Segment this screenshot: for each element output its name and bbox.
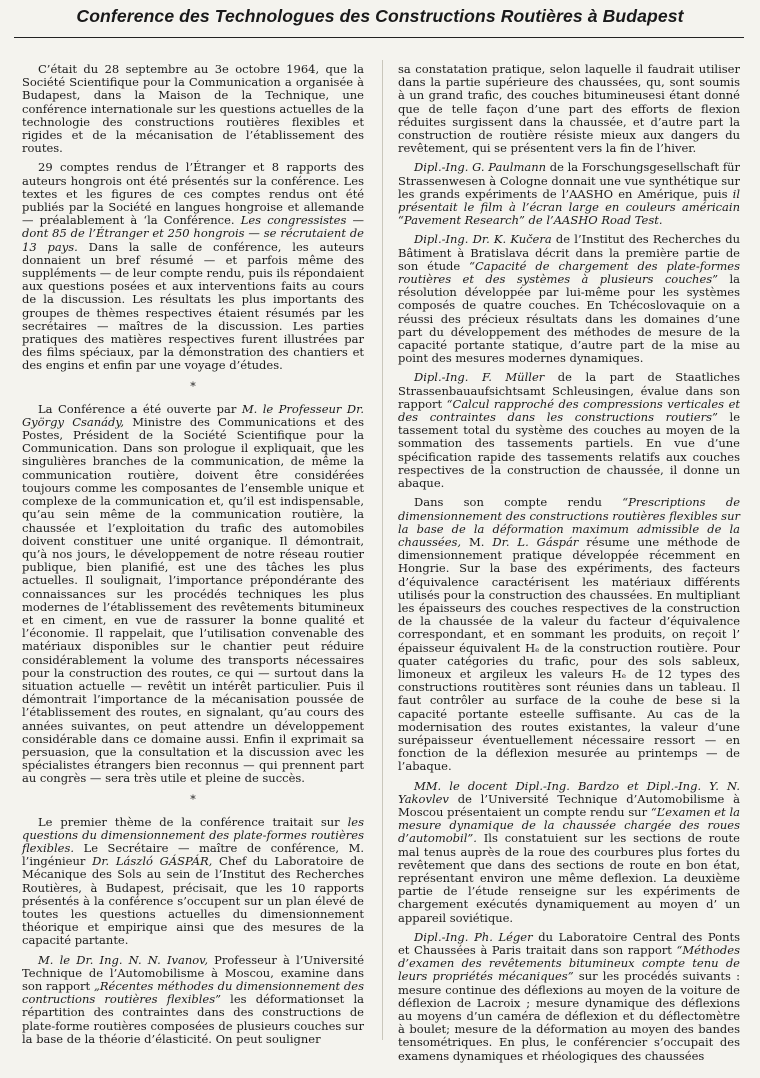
paragraph: sa constatation pratique, selon laquelle il faudrait utiliser dans la partie supérieure des chaussées, qu, sont soumis à un grand trafic, des couches bitumineusesi étant donné que de telle façon d’une part des efforts de flexion réduites surgissent dans la chaussée, et d’autre part la construction de routière résiste mieux aux dangers du revêtement, qui se présentent vers la fin de l’hiver. <box>398 62 740 156</box>
paragraph: Dipl.-Ing. Ph. Léger du Laboratoire Central des Ponts et Chaussées à Paris traitait dans son rapport “Méthodes d’examen des revêtements bitumineux compte tenu de leurs propriétés mécaniques” sur les procédés suivants : mesure continue des déflexions au moyen de la voiture de déflexion de Lacroix ; mesure dynamique des déflexions au moyens d’un caméra de déflexion et du déflectomètre à boulet; mesure de la déformation au moyen des bandes tensométriques. En plus, le conférencier s’occupait des examens dynamiques et rhéologiques des chaussées <box>398 929 741 1063</box>
column-divider <box>382 60 383 1040</box>
paragraph: 29 comptes rendus de l’Étranger et 8 rapports des auteurs hongrois ont été présentés sur la conférence. Les textes et les figures de ces comptes rendus ont été publiés par la Société en langues hongroise et allemande — préalablement à ‘la Conférence. Les congressistes — dont 85 de l’Étranger et 250 hongrois — se récrutaient de 13 pays. Dans la salle de conférence, les auteurs donnaient un bref résumé — et parfois même des suppléments — de leur compte rendu, puis ils répondaient aux questions posées et aux interventions faits au cours de la discussion. Les résultats les plus importants des groupes de thèmes respectives étaient résumés par les secrétaires — maîtres de la discussion. Les parties pratiques des matières respectives furent illustrées par des films spéciaux, par la démonstration des chantiers et des engins et enfin par une voyage d’études. <box>22 160 364 373</box>
paragraph: M. le Dr. Ing. N. N. Ivanov, Professeur à l’Université Technique de l’Automobilisme à Moscou, examine dans son rapport „Récentes méthodes du dimensionnement des contructions routières flexibles” les déformationset la répartition des contraintes dans des constructions de plate-forme routières composées de plusieurs couches sur la base de la théorie d’élasticité. On peut souligner <box>22 952 365 1046</box>
section-separator: * <box>190 379 196 393</box>
paragraph: MM. le docent Dipl.-Ing. Bardzo et Dipl.-Ing. Y. N. Yakovlev de l’Université Technique d’Automobilisme à Moscou présentaient un compte rendu sur “L’examen et la mesure dynamique de la chaussée chargée des roues d’automobil”. Ils constatuient sur les sections de route mal tenus auprès de la roue des courbures plus fortes du revêtement que dans des sections de route en bon état, représentant environ une même deflexion. La deuxième partie de l’étude renseigne sur les expériments de chargement exécutés dynamiquement au moyen d’ un appareil soviétique. <box>398 778 740 925</box>
paragraph: Dipl.-Ing. G. Paulmann de la Forschungsgesellschaft für Strassenwesen à Cologne donnait une vue synthétique sur les grands expériments de l’AASHO en Amérique, puis il présentait le film à l’écran large en couleurs américain “Pavement Research” de l’AASHO Road Test. <box>398 160 740 228</box>
paragraph: Dans son compte rendu “Prescriptions de dimensionnement des constructions routières flexibles sur la base de la déformation maximum admissible de la chaussées, M. Dr. L. Gáspár résume une méthode de dimensionnement pratique développée récemment en Hongrie. Sur la base des expériments, des facteurs d’équivalence caractérisent les matériaux différents utilisés pour la construction des chaussées. En multipliant les épaisseurs des couches respectives de la construction de la chaussée de la valeur du facteur d’équivalence correspondant, et en sommant les produits, on reçoit l’ épaisseur équivalent Hₑ de la construction routière. Pour quater catégories du trafic, pour des sols sableux, limoneux et argileux les valeurs Hₑ de 12 types des constructions routitères sont réunies dans un tableau. Il faut contrôler au surface de la couhe de bese si la capacité portante esteelle suffisante. Au cas de la modernisation des routes existantes, la valeur d’une surépaisseur éventuellement nécessaire ressort — en fonction de la déflexion mesurée au printemps — de l’abaque. <box>398 495 740 774</box>
left-column <box>22 63 364 1046</box>
right-column <box>398 63 740 1063</box>
paragraph: La Conférence a été ouverte par M. le Professeur Dr. György Csanády, Ministre des Communications et des Postes, Président de la Société Scientifique pour la Communication. Dans son prologue il expliquait, que les singulières branches de la communication, de même la communication routière, doivent être considérées toujours comme les composantes de l’ensemble unique et complexe de la communication et, qu’il est indispensable, qu’au sein même de la communication routière, la chaussée et l’exploitation du trafic des automobiles doivent constituer une unité organique. Il démontrait, qu’à nos jours, le développement de notre réseau routier publique, bien planifié, est une des tâches les plus actuelles. Il soulignait, l’importance prépondérante des connaissances sur les procédés techniques les plus modernes de l’établissement des revêtements bitumineux et en ciment, en vue de rassurer la bonne qualité et l’économie. Il rappelait, que l’utilisation convenable des matériaux disponibles sur le chantier peut réduire considérablement la volume des transports nécessaires pour la construction des routes, ce qui — surtout dans la situation actuelle — revêtit un intérêt particulier. Puis il démontrait l’importance de la mécanisation poussée de l’établissement des routes, en signalant, qu’au cours des années suivantes, on peut attendre un développement considérable dans ce domaine aussi. Enfin il exprimait sa persuasion, que la consultation et la discussion avec les spécialistes étrangers bien reconnus — qui prennent part au congrès — sera très utile et pleine de succès. <box>22 401 364 786</box>
section-separator: * <box>190 792 196 806</box>
paragraph: C’était du 28 septembre au 3e octobre 1964, que la Société Scientifique pour la Communication a organisée à Budapest, dans la Maison de la Technique, une conférence internationale sur les questions actuelles de la technologie des constructions routières flexibles et rigides et de la mécanisation de l’établissement des routes. <box>22 62 364 156</box>
paragraph: Dipl.-Ing. Dr. K. Kučera de l’Institut des Recherches du Bâtiment à Bratislava décrit dans la première partie de son étude “Capacité de chargement des plate-formes routières et des systèmes à plusieurs couches” la résolution développée par lui-même pour les systèmes composés de quatre couches. En Tchécoslovaquie on a réussi des précieux résultats dans les domaines d’une part du développement des méthodes de mesure de la capacité portante statique, d’autre part de la mise au point des mesures modernes dynamiques. <box>398 232 740 366</box>
paragraph: Dipl.-Ing. F. Müller de la part de Staatliches Strassenbauaufsichtsamt Schleusingen, évalue dans son rapport “Calcul rapproché des compressions verticales et des contraintes dans les constructions routiers” le tassement total du système des couches au moyen de la sommation des tassements partiels. En vue d’une spécification rapide des tassements relatifs aux couches respectives de la construction de chaussée, il donne un abaque. <box>398 370 741 491</box>
article-title: Conference des Technologues des Constructions Routières à Budapest <box>76 6 684 26</box>
title-rule <box>14 37 744 38</box>
paragraph: Le premier thème de la conférence traitait sur les questions du dimensionnement des plate-formes routières flexibles. Le Secrétaire — maître de conférence, M. l’ingénieur Dr. László GÁSPÁR, Chef du Laboratoire de Mécanique des Sols au sein de l’Institut des Recherches Routières, à Budapest, précisait, que les 10 rapports présentés à la conférence s’occupent sur un plan élevé de toutes les questions actuelles du dimensionnement théorique et empirique ainsi que des mesures de la capacité partante. <box>22 814 365 948</box>
